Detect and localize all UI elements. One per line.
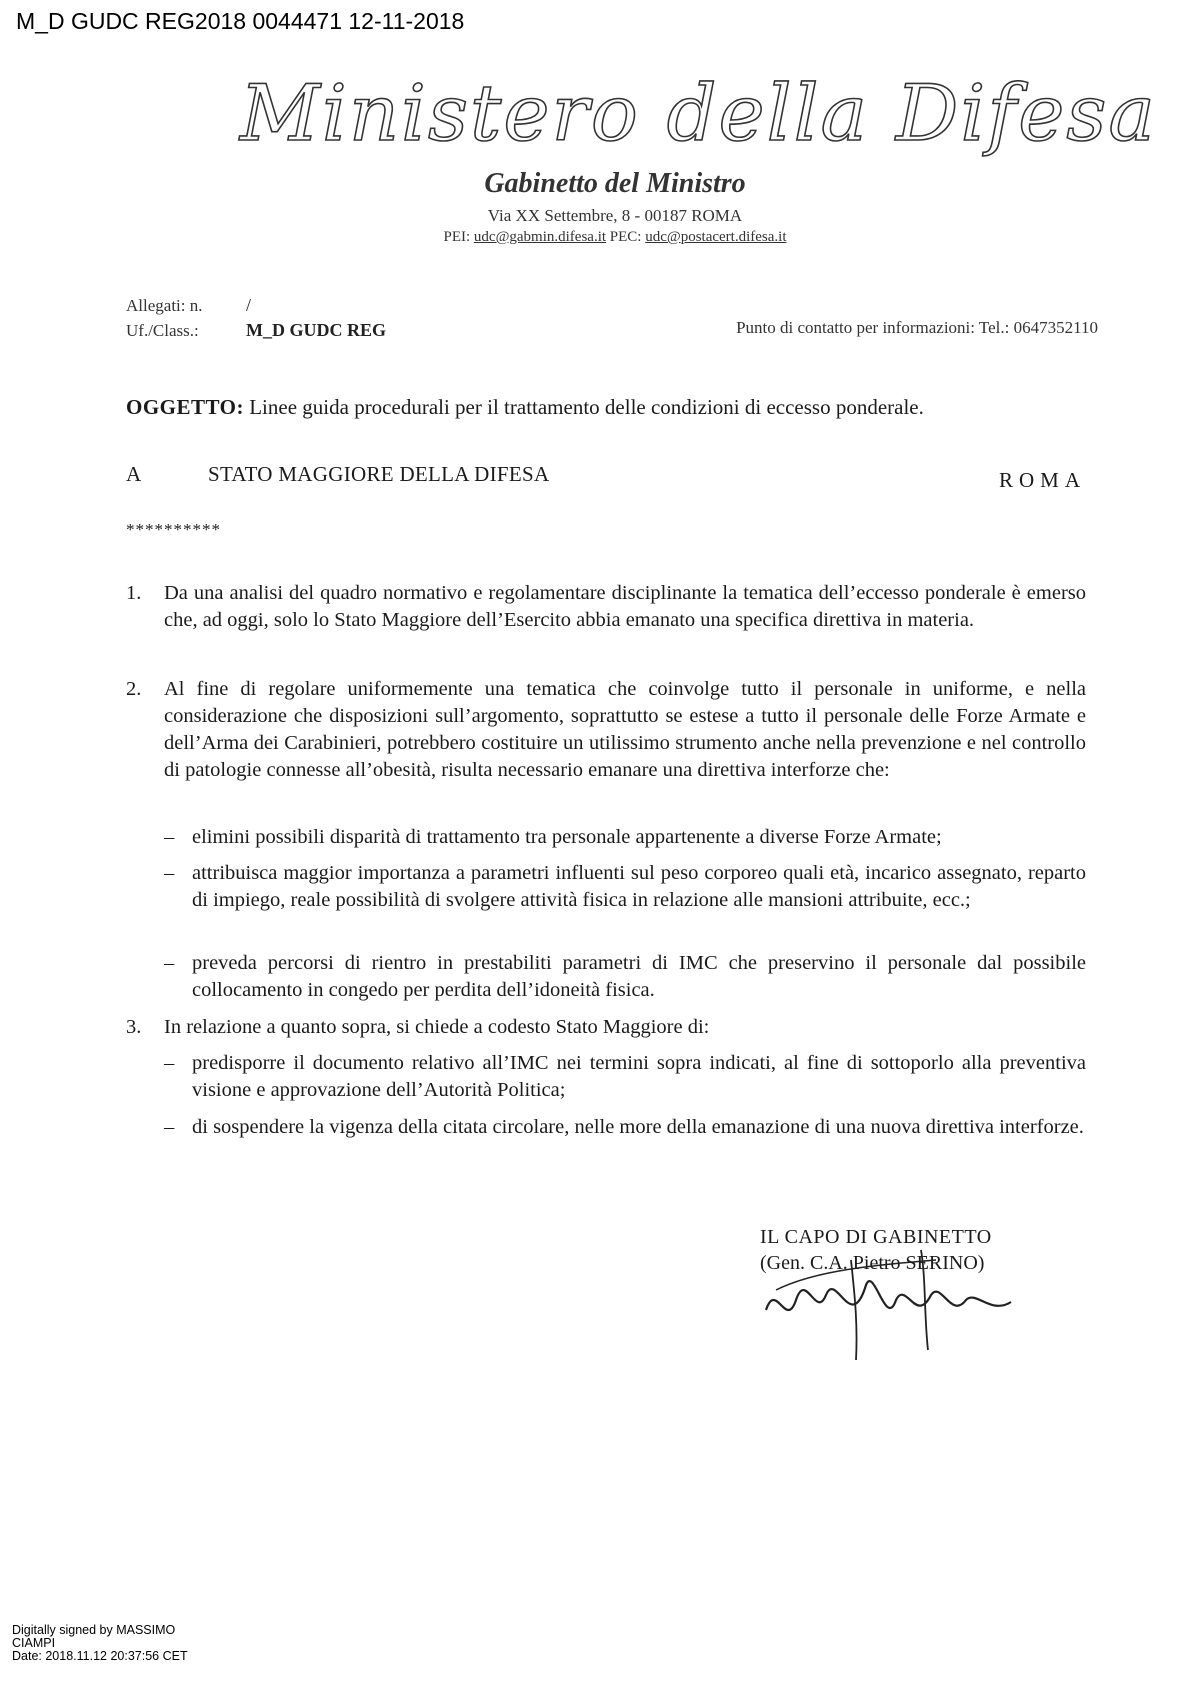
bullet-dash: –	[164, 1116, 175, 1138]
digital-signature-line-2: CIAMPI	[12, 1636, 56, 1650]
paragraph-number: 1.	[126, 582, 142, 604]
bullet-dash: –	[164, 862, 175, 884]
allegati-value: /	[246, 295, 252, 315]
paragraph-2-bullet-1	[164, 824, 1086, 851]
subject-text: Linee guida procedurali per il trattamento delle condizioni di eccesso ponderale.	[249, 395, 924, 419]
signatory-name: (Gen. C.A. Pietro SERINO)	[760, 1252, 985, 1274]
digital-signature-line-3: Date: 2018.11.12 20:37:56 CET	[12, 1649, 188, 1663]
paragraph-text: Da una analisi del quadro normativo e regolamentare disciplinante la tematica dell’eccesso ponderale è emerso che, ad oggi, solo lo Stato Maggiore dell’Esercito abbia emanato una specifica direttiva in materia.	[164, 582, 1086, 631]
svg-text:Ministero della Difesa: Ministero della Difesa	[240, 69, 1157, 159]
allegati-label: Allegati: n.	[126, 296, 203, 315]
paragraph-number: 3.	[126, 1016, 142, 1038]
bullet-dash: –	[164, 826, 175, 848]
subject-label: OGGETTO:	[126, 395, 244, 419]
bullet-dash: –	[164, 1052, 175, 1074]
paragraph-1	[126, 580, 1086, 634]
bullet-text: attribuisca maggior importanza a parametri influenti sul peso corporeo quali età, incarico assegnato, reparto di impiego, reale possibilità di svolgere attività fisica in relazione alle mansioni attribuite, ecc.;	[192, 862, 1086, 911]
paragraph-number: 2.	[126, 678, 142, 700]
recipient-city: ROMA	[998, 468, 1086, 492]
recipient-name: STATO MAGGIORE DELLA DIFESA	[208, 462, 550, 486]
digital-signature-line-1: Digitally signed by MASSIMO	[12, 1623, 176, 1637]
paragraph-2	[126, 676, 1086, 784]
paragraph-text: Al fine di regolare uniformemente una tematica che coinvolge tutto il personale in uniforme, e nella considerazione che disposizioni sull’argomento, soprattutto se estese a tutto il personale delle Forze Armate e dell’Arma dei Carabinieri, potrebbero costituire un utilissimo strumento anche nella prevenzione e nel controllo di patologie connesse all’obesità, risulta necessario emanare una direttiva interforze che:	[164, 678, 1086, 781]
protocol-header: M_D GUDC REG2018 0044471 12-11-2018	[16, 8, 465, 34]
subject-line	[126, 395, 924, 420]
office-title: Gabinetto del Ministro	[484, 168, 746, 199]
contact-info: Punto di contatto per informazioni: Tel.: 0647352110	[736, 318, 1098, 337]
bullet-dash: –	[164, 952, 175, 974]
office-address: Via XX Settembre, 8 - 00187 ROMA	[487, 206, 743, 225]
bullet-text: preveda percorsi di rientro in prestabiliti parametri di IMC che preservino il personale dal possibile collocamento in congedo per perdita dell’idoneità fisica.	[192, 952, 1086, 1001]
digital-signature-stamp	[12, 1624, 188, 1663]
paragraph-3-bullet-1	[164, 1050, 1086, 1104]
pei-label: PEI:	[443, 229, 471, 245]
paragraph-text: In relazione a quanto sopra, si chiede a codesto Stato Maggiore di:	[164, 1016, 710, 1038]
class-label: Uf./Class.:	[126, 321, 199, 340]
paragraph-2-bullet-3	[164, 950, 1086, 1004]
paragraph-3	[126, 1014, 1086, 1041]
pei-email-link[interactable]: udc@gabmin.difesa.it	[473, 229, 607, 245]
ministry-letterhead-logo	[240, 58, 1157, 178]
bullet-text: predisporre il documento relativo all’IMC nei termini sopra indicati, al fine di sottoporlo alla preventiva visione e approvazione dell’Autorità Politica;	[192, 1052, 1086, 1101]
pec-label: PEC:	[609, 229, 642, 245]
recipient-prefix: A	[126, 462, 142, 486]
separator: **********	[126, 520, 221, 539]
pec-email-link[interactable]: udc@postacert.difesa.it	[645, 229, 787, 245]
paragraph-2-bullet-2	[164, 860, 1086, 914]
signatory-title: IL CAPO DI GABINETTO	[760, 1226, 992, 1248]
handwritten-signature	[756, 1240, 1026, 1370]
bullet-text: di sospendere la vigenza della citata circolare, nelle more della emanazione di una nuova direttiva interforze.	[192, 1116, 1084, 1138]
paragraph-3-bullet-2	[164, 1114, 1086, 1141]
class-value: M_D GUDC REG	[246, 320, 386, 340]
bullet-text: elimini possibili disparità di trattamento tra personale appartenente a diverse Forze Armate;	[192, 826, 942, 848]
office-emails	[380, 229, 850, 246]
